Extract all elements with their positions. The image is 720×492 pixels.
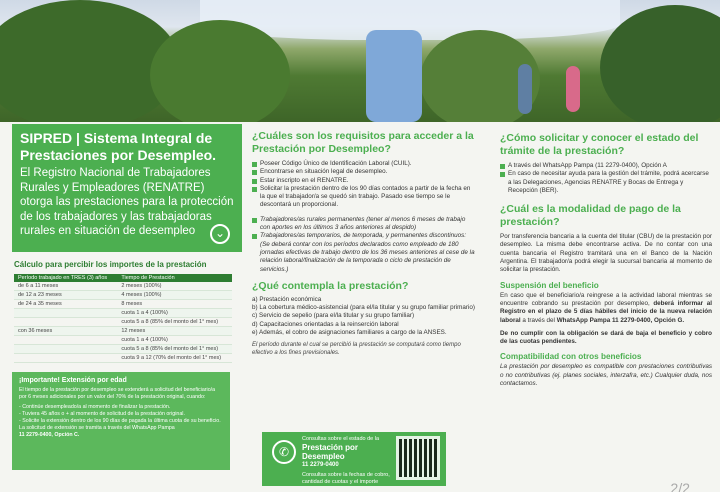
cell bbox=[14, 318, 117, 327]
middle-column bbox=[252, 130, 476, 357]
notice-line: - Tuviera 45 años o + al momento de solicitud de la prestación original. bbox=[19, 411, 185, 417]
age-extension-notice bbox=[12, 372, 230, 470]
calc-title: Cálculo para percibir los importes de la prestación bbox=[14, 260, 207, 269]
table-row bbox=[14, 327, 232, 336]
cell: 2 meses (100%) bbox=[117, 282, 232, 291]
suspension-text-b: a través del bbox=[522, 316, 555, 324]
list-item: A través del WhatsApp Pampa (11 2279-0400), Opción A bbox=[500, 162, 712, 170]
calc-table bbox=[14, 274, 232, 363]
table-row bbox=[14, 282, 232, 291]
suspension-text bbox=[500, 292, 712, 325]
right-column bbox=[500, 132, 712, 388]
covers-list bbox=[252, 296, 476, 337]
cell: de 6 a 11 meses bbox=[14, 282, 117, 291]
table-row bbox=[14, 354, 232, 363]
how-heading: ¿Cómo solicitar y conocer el estado del trámite de la prestación? bbox=[500, 132, 699, 157]
suspension-heading: Suspensión del beneficio bbox=[500, 280, 599, 290]
notice-line: - Solicite la extensión dentro de los 90 días de pagada la última cuota de su beneficio. bbox=[19, 418, 221, 424]
cell bbox=[14, 309, 117, 318]
worker-figure bbox=[366, 30, 422, 122]
cell: de 12 a 23 meses bbox=[14, 291, 117, 300]
calc-header-time: Tiempo de Prestación bbox=[117, 274, 232, 282]
list-item: Trabajadores/as temporarios, de temporada, y permanentes discontinuos: (Se deberá contar con los períodos declarados como empleado de 180 jornadas efectivas de trabajo dentro de los 36 meses anteriores al cese de la relación laboral/finalización de la temporada o ciclo de prestación de servicios.) bbox=[252, 232, 476, 273]
covers-note: El período durante el cual se percibió la prestación se computará como tiempo efectivo a los fines previsionales. bbox=[252, 342, 461, 357]
list-item: a) Prestación económica bbox=[252, 295, 322, 303]
list-item: Poseer Código Único de Identificación Laboral (CUIL). bbox=[252, 160, 476, 168]
list-item: Estar inscripto en el RENATRE. bbox=[252, 177, 476, 185]
intro-box bbox=[12, 124, 242, 252]
list-item: b) La cobertura médico-asistencial (para el/la titular y su grupo familiar primario) bbox=[252, 304, 475, 312]
list-item: Trabajadores/as rurales permanentes (tener al menos 6 meses de trabajo con aportes en los últimos 3 años anteriores al despido) bbox=[252, 216, 476, 233]
cell: cuota 1 a 4 (100%) bbox=[117, 309, 232, 318]
whatsapp-line2: Consultas sobre la fechas de cobro, cantidad de cuotas y el importe bbox=[302, 472, 390, 485]
list-item: En caso de necesitar ayuda para la gestión del trámite, podrá acercarse a las Delegaciones, Agencias RENATRE y Bocas de Entrega y Recepción (BER). bbox=[500, 170, 712, 195]
payment-text: Por transferencia bancaria a la cuenta del titular (CBU) de la prestación por desempleo. La misma debe encontrarse activa. De no contar con una cuenta bancaria el Registro tramitará una en el Banco de la Nación Argentina. El trabajador/a podrá elegir la sucursal bancaria al momento de solicitar la prestación. bbox=[500, 233, 712, 274]
table-row bbox=[14, 291, 232, 300]
notice-line: 11 2279-0400, Opción C. bbox=[19, 432, 80, 438]
covers-heading: ¿Qué contempla la prestación? bbox=[252, 279, 409, 292]
cell: cuota 5 a 8 (85% del monto del 1° mes) bbox=[117, 345, 232, 354]
intro-title: SIPRED | Sistema Integral de Prestaciones por Desempleo. bbox=[20, 130, 217, 163]
table-row bbox=[14, 336, 232, 345]
list-item: c) Servicio de sepelio (para el/la titular y su grupo familiar) bbox=[252, 312, 415, 320]
cell bbox=[14, 336, 117, 345]
intro-body: El Registro Nacional de Trabajadores Rurales y Empleadores (RENATRE) otorga las prestaciones para la protección de los trabajadores y las trabajadoras rurales en situación de desempleo bbox=[20, 167, 234, 237]
compat-heading: Compatibilidad con otros beneficios bbox=[500, 352, 642, 362]
whatsapp-icon: ✆ bbox=[272, 440, 296, 464]
cell bbox=[14, 345, 117, 354]
cell: 4 meses (100%) bbox=[117, 291, 232, 300]
notice-title: ¡Importante! Extensión por edad bbox=[19, 377, 127, 384]
list-item: Encontrarse en situación legal de desempleo. bbox=[252, 168, 476, 176]
worker-figure-3 bbox=[566, 66, 580, 112]
cell: cuota 1 a 4 (100%) bbox=[117, 336, 232, 345]
suspension-warning: De no cumplir con la obligación se dará de baja el beneficio y cobro de las cuotas pendientes. bbox=[500, 329, 712, 346]
worker-figure-2 bbox=[518, 64, 532, 114]
compat-text: La prestación por desempleo es compatible con prestaciones contributivas o no contributivas (ej. planes sociales, interzafra, etc.) Cualquier duda, nos contactamos. bbox=[500, 363, 712, 388]
table-row bbox=[14, 300, 232, 309]
suspension-bold-2: WhatsApp Pampa 11 2279-0400, Opción G. bbox=[556, 316, 685, 324]
cell bbox=[14, 354, 117, 363]
requirements-list bbox=[252, 160, 476, 210]
calc-header-period: Período trabajado en TRES (3) años bbox=[14, 274, 117, 282]
table-row bbox=[14, 309, 232, 318]
whatsapp-text bbox=[302, 436, 390, 486]
list-item: d) Capacitaciones orientadas a la reinserción laboral bbox=[252, 320, 399, 328]
cell: de 24 a 35 meses bbox=[14, 300, 117, 309]
cell: con 36 meses bbox=[14, 327, 117, 336]
cell: 12 meses bbox=[117, 327, 232, 336]
whatsapp-title: Prestación por Desempleo bbox=[302, 443, 359, 461]
page-number: 2/2 bbox=[670, 480, 690, 492]
whatsapp-phone: 11 2279-0400 bbox=[302, 462, 339, 468]
notice-line: El tiempo de la prestación por desempleo se extenderá a solicitud del beneficiario/a por 6 meses adicionales por un valor del 70% de la prestación original, cuando: bbox=[19, 387, 216, 400]
notice-line: La solicitud de extensión se tramita a través del WhatsApp Pampa bbox=[19, 425, 175, 431]
whatsapp-box[interactable] bbox=[262, 432, 446, 486]
whatsapp-line1: Consultas sobre el estado de la bbox=[302, 436, 380, 442]
suspension-bold: deberá informar al Registro en el plazo de 5 días hábiles del inicio de la nueva relación laboral bbox=[500, 299, 712, 324]
qr-code-icon[interactable] bbox=[396, 436, 440, 480]
cell: 8 meses bbox=[117, 300, 232, 309]
header-photo bbox=[0, 0, 720, 122]
requirements-heading: ¿Cuáles son los requisitos para acceder a la Prestación por Desempleo? bbox=[252, 130, 474, 155]
table-row bbox=[14, 318, 232, 327]
list-item: Solicitar la prestación dentro de los 90 días contados a partir de la fecha en la que el trabajador/a se quedó sin trabajo. Pasado ese tiempo se le descontará un proporcional. bbox=[252, 185, 476, 210]
notice-line: - Continúe desempleado/a al momento de finalizar la prestación. bbox=[19, 404, 171, 410]
list-item: e) Además, el cobro de asignaciones familiares a cargo de la ANSES. bbox=[252, 329, 447, 337]
suspension-text-a: En caso que el beneficiario/a reingrese a la actividad laboral mientras se encuentre cobrando su prestación por desempleo, bbox=[500, 291, 712, 307]
chevron-down-icon: ⌄ bbox=[210, 224, 230, 244]
table-row bbox=[14, 345, 232, 354]
cell: cuota 9 a 12 (70% del monto del 1° mes) bbox=[117, 354, 232, 363]
how-list bbox=[500, 162, 712, 195]
cell: cuota 5 a 8 (85% del monto del 1° mes) bbox=[117, 318, 232, 327]
payment-heading: ¿Cuál es la modalidad de pago de la prestación? bbox=[500, 203, 681, 229]
worker-types-list bbox=[252, 216, 476, 274]
